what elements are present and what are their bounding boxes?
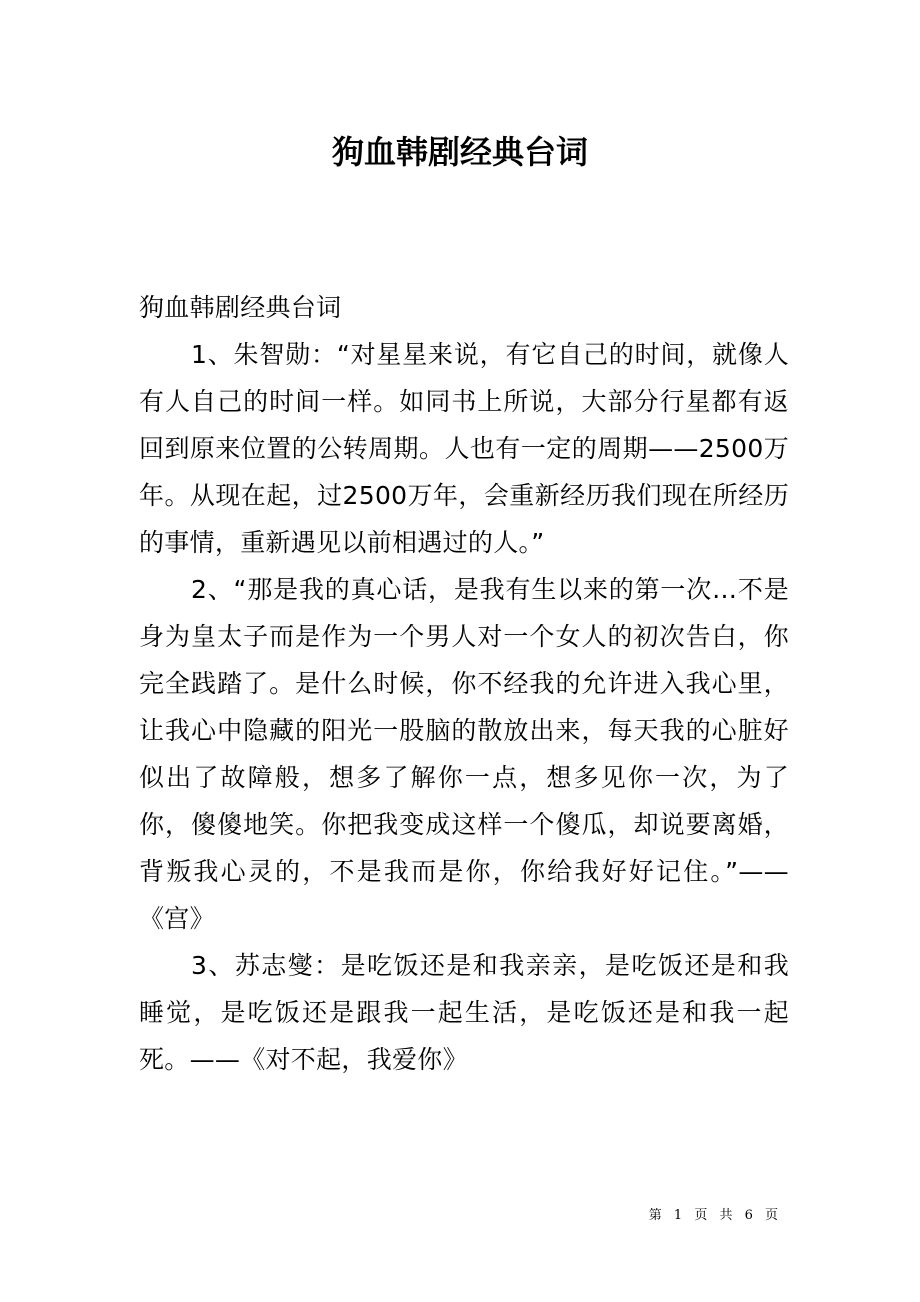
document-subtitle: 狗血韩剧经典台词 bbox=[139, 293, 342, 322]
paragraph-quote-2: 2、“那是我的真心话，是我有生以来的第一次…不是身为皇太子而是作为一个男人对一个女人的初次告白，你完全践踏了。是什么时候，你不经我的允许进入我心里，让我心中隐藏的阳光一股脑的散放出来，每天我的心脏好似出了故障般，想多了解你一点，想多见你一次，为了你，傻傻地笑。你把我变成这样一个傻瓜，却说要离婚，背叛我心灵的，不是我而是你，你给我好好记住。”——《宫》 bbox=[139, 575, 789, 933]
paragraph-quote-3: 3、苏志燮：是吃饭还是和我亲亲，是吃饭还是和我睡觉，是吃饭还是跟我一起生活，是吃饭还是和我一起死。——《对不起，我爱你》 bbox=[139, 951, 789, 1074]
page-number-footer: 第 1 页 共 6 页 bbox=[648, 1208, 780, 1223]
document-body bbox=[139, 284, 789, 1083]
paragraph-quote-1: 1、朱智勋：“对星星来说，有它自己的时间，就像人有人自己的时间一样。如同书上所说，大部分行星都有返回到原来位置的公转周期。人也有一定的周期——2500万年。从现在起，过2500万年，会重新经历我们现在所经历的事情，重新遇见以前相遇过的人。” bbox=[139, 340, 789, 557]
document-title: 狗血韩剧经典台词 bbox=[331, 133, 588, 171]
